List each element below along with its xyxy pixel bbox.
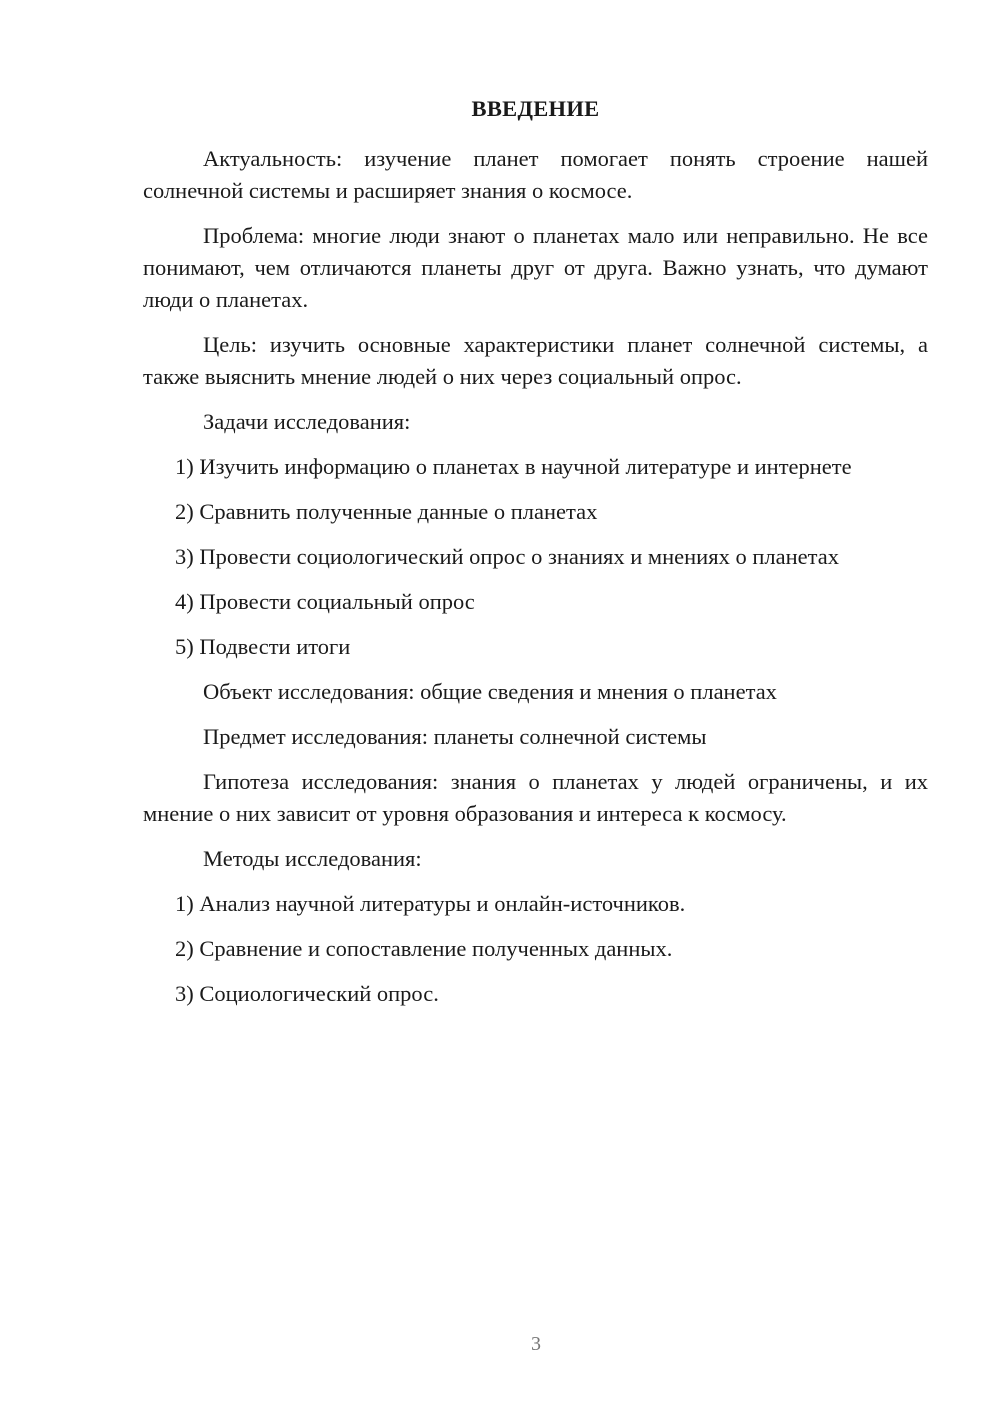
relevance-paragraph: Актуальность: изучение планет помогает понять строение нашей солнечной системы и расширяет знания о космосе. — [143, 146, 928, 203]
task-item: 1) Изучить информацию о планетах в научной литературе и интернете — [175, 454, 852, 479]
task-item: 2) Сравнить полученные данные о планетах — [175, 499, 598, 524]
methods-heading: Методы исследования: — [203, 846, 422, 871]
task-item: 4) Провести социальный опрос — [175, 589, 475, 614]
page-title: ВВЕДЕНИЕ — [471, 96, 600, 121]
method-item: 1) Анализ научной литературы и онлайн-источников. — [175, 891, 686, 916]
method-item: 3) Социологический опрос. — [175, 981, 439, 1006]
problem-paragraph: Проблема: многие люди знают о планетах мало или неправильно. Не все понимают, чем отличаются планеты друг от друга. Важно узнать, что думают люди о планетах. — [143, 223, 928, 312]
hypothesis-paragraph: Гипотеза исследования: знания о планетах у людей ограничены, и их мнение о них зависит от уровня образования и интереса к космосу. — [143, 769, 928, 826]
tasks-heading: Задачи исследования: — [203, 409, 411, 434]
goal-paragraph: Цель: изучить основные характеристики планет солнечной системы, а также выяснить мнение людей о них через социальный опрос. — [143, 332, 928, 389]
task-item: 3) Провести социологический опрос о знаниях и мнениях о планетах — [175, 544, 839, 569]
task-item: 5) Подвести итоги — [175, 634, 351, 659]
page-content — [143, 93, 928, 1023]
subject-line: Предмет исследования: планеты солнечной системы — [203, 724, 707, 749]
page-number: 3 — [531, 1333, 541, 1355]
method-item: 2) Сравнение и сопоставление полученных данных. — [175, 936, 673, 961]
object-line: Объект исследования: общие сведения и мнения о планетах — [203, 679, 777, 704]
